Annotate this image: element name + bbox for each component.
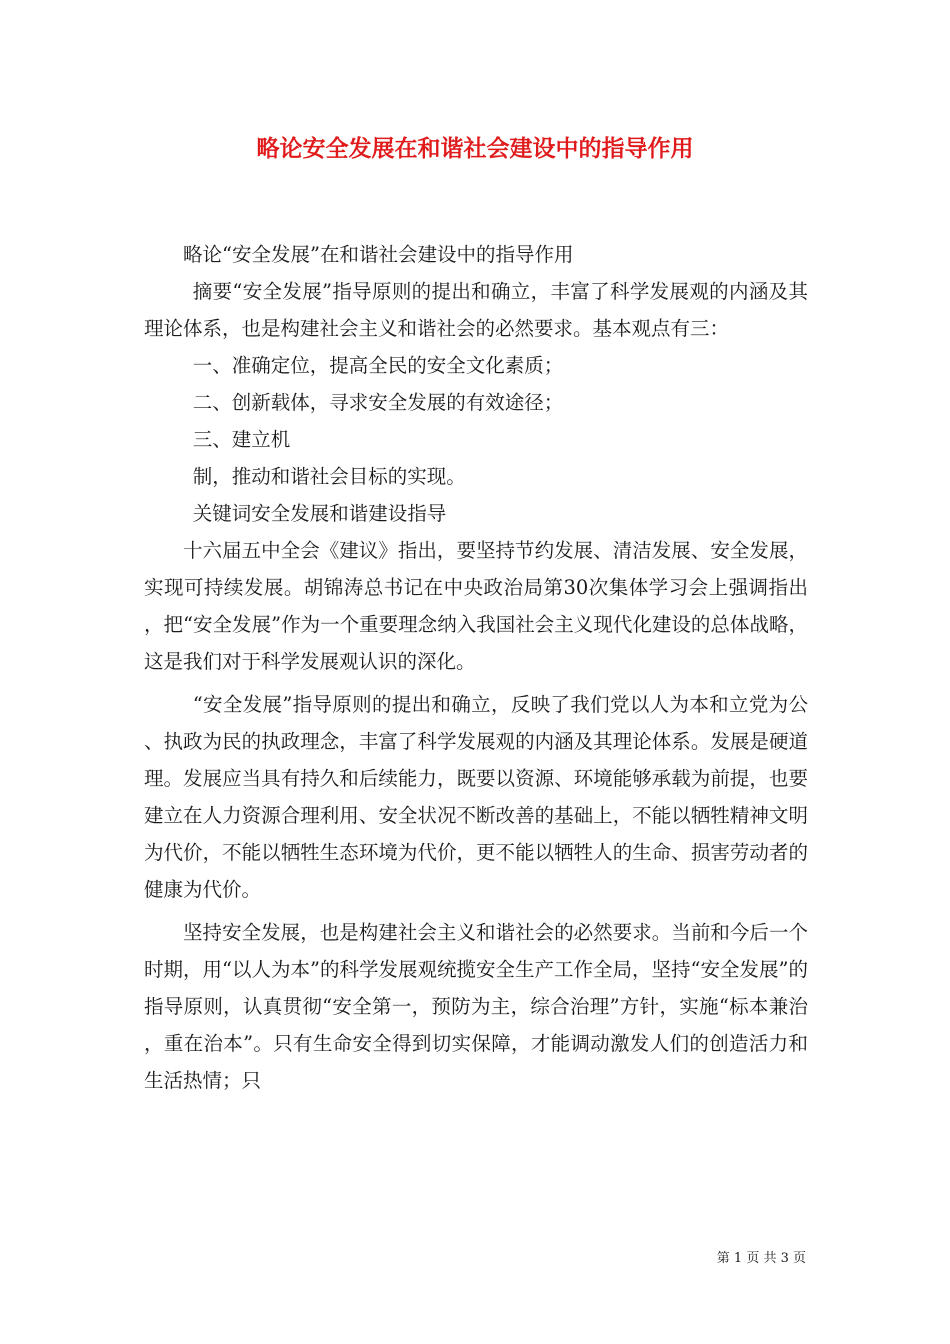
body-paragraph-3: 坚持安全发展，也是构建社会主义和谐社会的必然要求。当前和今后一个时期，用“以人为本”的科学发展观统揽安全生产工作全局，坚持“安全发展”的指导原则，认真贯彻“安全第一，预防为主，综合治理”方针，实施“标本兼治，重在治本”。只有生命安全得到切实保障，才能调动激发人们的创造活力和生活热情；只 <box>144 921 808 1092</box>
point-three-start: 三、建立机 <box>192 428 291 451</box>
body-paragraph-2: “安全发展”指导原则的提出和确立，反映了我们党以人为本和立党为公、执政为民的执政理念，丰富了科学发展观的内涵及其理论体系。发展是硬道理。发展应当具有持久和后续能力，既要以资源、环境能够承载为前提，也要建立在人力资源合理利用、安全状况不断改善的基础上，不能以牺牲精神文明为代价，不能以牺牲生态环境为代价，更不能以牺牲人的生命、损害劳动者的健康为代价。 <box>144 693 808 901</box>
point-two: 二、创新载体，寻求安全发展的有效途径； <box>192 391 564 414</box>
keywords-paragraph: 关键词安全发展和谐建设指导 <box>192 502 447 525</box>
body-paragraph-1: 十六届五中全会《建议》指出，要坚持节约发展、清洁发展、安全发展，实现可持续发展。胡锦涛总书记在中央政治局第30次集体学习会上强调指出，把“安全发展”作为一个重要理念纳入我国社会主义现代化建设的总体战略，这是我们对于科学发展观认识的深化。 <box>144 539 808 673</box>
point-one: 一、准确定位，提高全民的安全文化素质； <box>192 354 564 377</box>
page-number: 第 1 页 共 3 页 <box>716 1251 806 1266</box>
document-body <box>144 236 808 1099</box>
document-title: 略论安全发展在和谐社会建设中的指导作用 <box>256 135 694 162</box>
abstract-paragraph: 摘要“安全发展”指导原则的提出和确立，丰富了科学发展观的内涵及其理论体系，也是构建社会主义和谐社会的必然要求。基本观点有三： <box>144 280 808 340</box>
subtitle-paragraph: 略论“安全发展”在和谐社会建设中的指导作用 <box>183 243 574 266</box>
point-three-end: 制，推动和谐社会目标的实现。 <box>192 465 466 488</box>
